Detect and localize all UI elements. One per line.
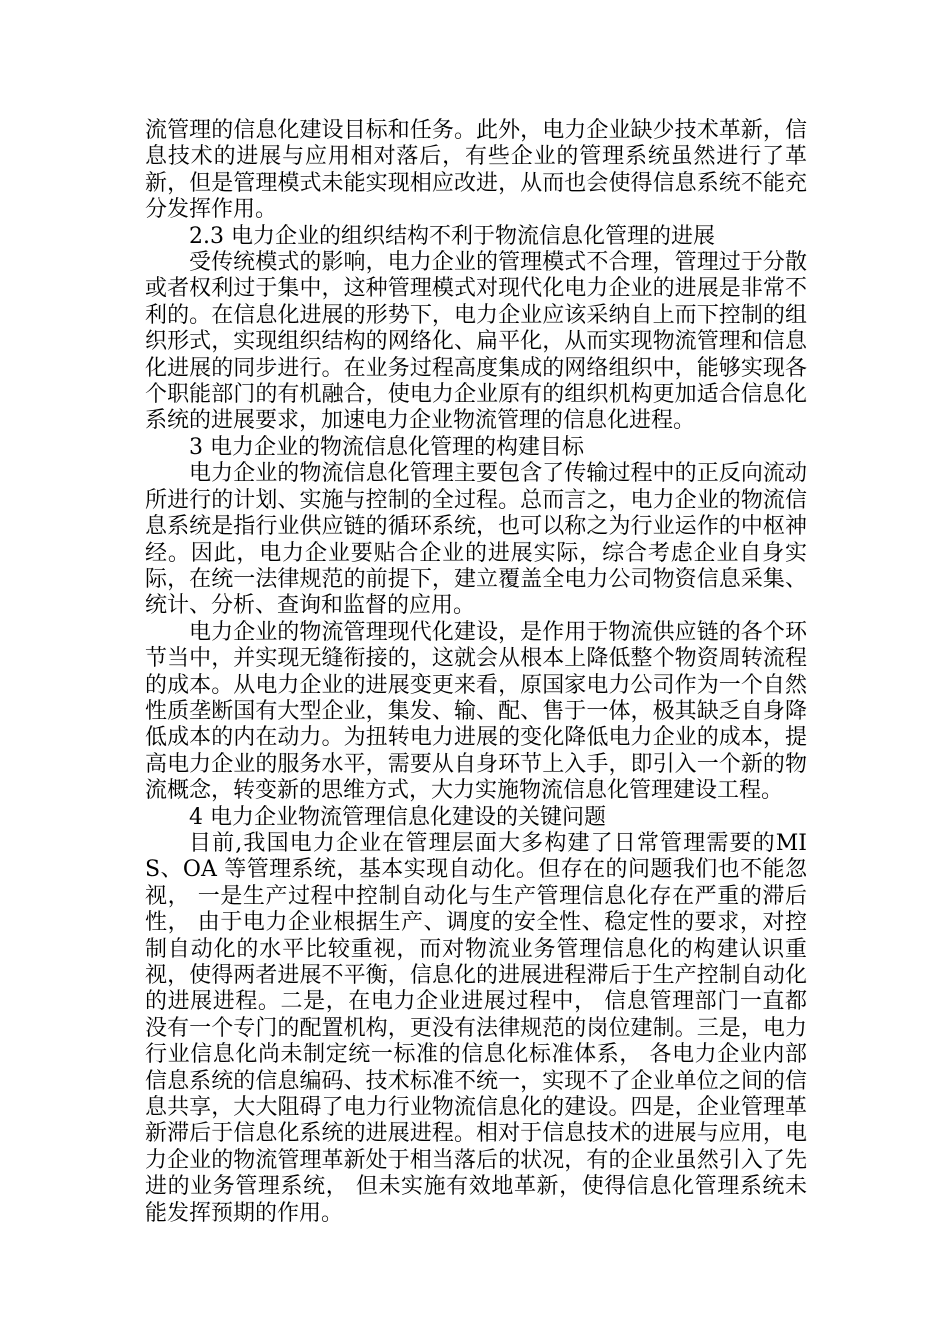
section-heading-4: 4 电力企业物流管理信息化建设的关键问题 bbox=[189, 804, 606, 830]
paragraph-key-issues: 目前,我国电力企业在管理层面大多构建了日常管理需要的MIS、OA 等管理系统，基本实现自动化。但存在的问题我们也不能忽视， 一是生产过程中控制自动化与生产管理信息化存在严重的滞后性， 由于电力企业根据生产、调度的安全性、稳定性的要求，对控制自动化的水平比较重视，而对物流业务管理信息化的构建认识重视，使得两者进展不平衡，信息化的进展进程滞后于生产控制自动化的进展进程。二是，在电力企业进展过程中， 信息管理部门一直都没有一个专门的配置机构，更没有法律规范的岗位建制。三是，电力行业信息化尚未制定统一标准的信息化标准体系， 各电力企业内部信息系统的信息编码、技术标准不统一，实现不了企业单位之间的信息共享，大大阻碍了电力行业物流信息化的建设。四是，企业管理革新滞后于信息化系统的进展进程。相对于信息技术的进展与应用，电力企业的物流管理革新处于相当落后的状况，有的企业虽然引入了先进的业务管理系统， 但未实施有效地革新，使得信息化管理系统未能发挥预期的作用。 bbox=[145, 830, 807, 1226]
paragraph-continued: 流管理的信息化建设目标和任务。此外，电力企业缺少技术革新，信息技术的进展与应用相对落后，有些企业的管理系统虽然进行了革新，但是管理模式未能实现相应改进，从而也会使得信息系统不能充分发挥作用。 bbox=[145, 118, 807, 223]
document-body bbox=[145, 118, 807, 1227]
section-heading-3: 3 电力企业的物流信息化管理的构建目标 bbox=[189, 434, 584, 460]
paragraph-modernization: 电力企业的物流管理现代化建设，是作用于物流供应链的各个环节当中，并实现无缝衔接的，这就会从根本上降低整个物资周转流程的成本。从电力企业的进展变更来看，原国家电力公司作为一个自然性质垄断国有大型企业，集发、输、配、售于一体，极其缺乏自身降低成本的内在动力。为扭转电力进展的变化降低电力企业的成本，提高电力企业的服务水平，需要从自身环节上入手，即引入一个新的物流概念，转变新的思维方式，大力实施物流信息化管理建设工程。 bbox=[145, 619, 807, 804]
section-heading-2-3: 2.3 电力企业的组织结构不利于物流信息化管理的进展 bbox=[189, 223, 715, 249]
paragraph-goals: 电力企业的物流信息化管理主要包含了传输过程中的正反向流动所进行的计划、实施与控制的全过程。总而言之，电力企业的物流信息系统是指行业供应链的循环系统，也可以称之为行业运作的中枢神经。因此，电力企业要贴合企业的进展实际，综合考虑企业自身实际，在统一法律规范的前提下，建立覆盖全电力公司物资信息采集、统计、分析、查询和监督的应用。 bbox=[145, 461, 807, 619]
paragraph-organization: 受传统模式的影响，电力企业的管理模式不合理，管理过于分散或者权利过于集中，这种管理模式对现代化电力企业的进展是非常不利的。在信息化进展的形势下，电力企业应该采纳自上而下控制的组织形式，实现组织结构的网络化、扁平化，从而实现物流管理和信息化进展的同步进行。在业务过程高度集成的网络组织中，能够实现各个职能部门的有机融合，使电力企业原有的组织机构更加适合信息化系统的进展要求，加速电力企业物流管理的信息化进程。 bbox=[145, 250, 807, 434]
